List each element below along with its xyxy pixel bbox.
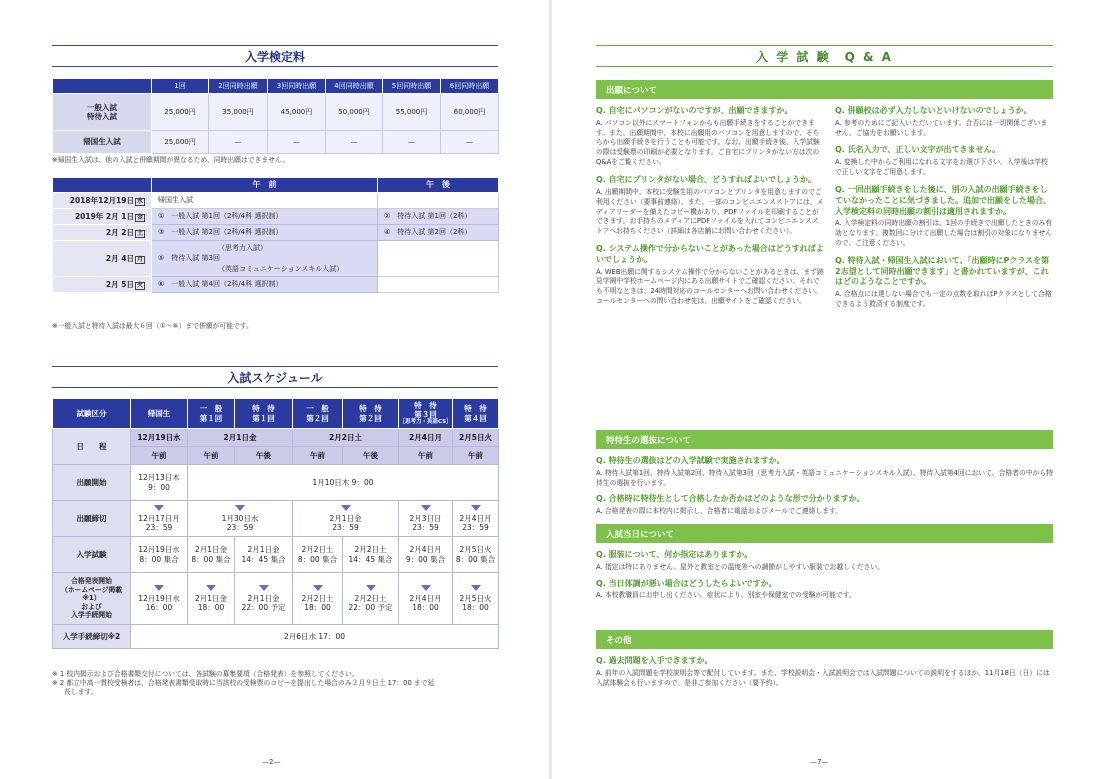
answer: A. 前年の入試問題を学校説明会等で配付しています。また、学校説明会・入試説明会では入試問題についての説明をするほか、11月18日（日）には入試体験会も行いますので、是非ご参加ください（要予約）。	[596, 668, 1050, 687]
question: Q. 自宅にプリンタがない場合、どうすればよいでしょうか。	[596, 175, 816, 185]
section-bar: 特待生の選抜について	[596, 430, 1053, 449]
ent-row-label: 入学手続締切※2	[53, 625, 131, 649]
section-bar: 出願について	[596, 80, 1053, 99]
sched-row	[53, 193, 499, 209]
sched-row	[53, 277, 499, 293]
fee-cell: 45,000円	[268, 94, 326, 131]
down-arrow-icon	[471, 585, 481, 591]
fee-cell: —	[383, 131, 441, 154]
answer: A. 入学検定料の同時出願の割引は、1回の手続きで出願したときのみ有効となります。複数回に分けて出願した場合は割引の対象になりませんので、ご注意ください。	[835, 219, 1053, 248]
fee-cell: 55,000円	[383, 94, 441, 131]
ent-cell: 12月19日水 8：00 集合	[131, 537, 188, 573]
ent-cell: 2月2日土 18：00	[293, 573, 343, 625]
entrance-schedule-title: 入試スケジュール	[52, 366, 498, 388]
ent-cell: 1月10日木 9：00	[188, 465, 499, 501]
exam-day-table	[52, 177, 499, 293]
ent-ampm: 午前	[293, 447, 343, 465]
sched-am: ① 一般入試 第1回（2科/4科 選択制）	[152, 209, 378, 225]
fee-cell: 60,000円	[441, 94, 499, 131]
answer: A. 変換した中からご利用になれる文字をお選び下さい。入学後は学校で正しい文字をご用意します。	[835, 158, 1048, 177]
sched-pm	[378, 241, 499, 277]
ent-cell: 2月2日土 8：00 集合	[293, 537, 343, 573]
sched-date: 2月 2日 土	[53, 225, 152, 241]
answer: A. 合格発表の際に本校内に掲示し、合格者に電話およびメールでご連絡します。	[596, 507, 843, 516]
ent-cell: 2月5日火 8：00 集合	[453, 537, 499, 573]
ent-ampm: 午前	[453, 447, 499, 465]
ent-cell: 2月1日金 22：00 予定	[235, 573, 293, 625]
sched-date: 2月 4日 月	[53, 241, 152, 277]
ent-cell: 2月2日土 22：00 予定	[343, 573, 399, 625]
down-arrow-icon	[341, 505, 351, 511]
ent-col: 一 般 第２回	[293, 399, 343, 429]
sched-am-sub: （英語コミュニケーションスキル入試）	[218, 264, 344, 273]
ent-cell: 12月17日月 23：59	[131, 501, 188, 537]
fee-cell: 50,000円	[326, 94, 383, 131]
ent-row-label: 出願開始	[53, 465, 131, 501]
ent-note: ※ 2 都立中高一貫校受検者は、合格発表書類受取時に当該校の受検票のコピーを提出した場合のみ２月９日土 17：00 まで延	[52, 679, 435, 688]
fee-cell: —	[268, 131, 326, 154]
sched-row	[53, 225, 499, 241]
fee-note: ※帰国生入試は、他の入試と併願期間が異なるため、同時出願はできません。	[52, 156, 289, 164]
answer: A. 合格点には達しない場合でも一定の点数を取ればPクラスとして合格できるよう救済する制度です。	[835, 290, 1052, 309]
question: Q. 過去問題を入手できますか。	[596, 656, 713, 665]
fee-col: 6回同時出願	[441, 79, 499, 94]
ent-col: 一 般 第１回	[188, 399, 235, 429]
down-arrow-icon	[206, 585, 216, 591]
sched-am-header: 午 前	[152, 178, 378, 193]
down-arrow-icon	[235, 505, 245, 511]
ent-date-label: 日 程	[53, 429, 131, 465]
qa-column-right	[835, 106, 1053, 310]
ent-row-label: 入学試験	[53, 537, 131, 573]
ent-cell: 2月2日土 14：45 集合	[343, 537, 399, 573]
question: Q. 一回出願手続きをした後に、別の入試の出願手続きをしていなかったことに気づきました。追加で出願をした場合、入学検定料の同時出願の割引は適用されますか。	[835, 184, 1051, 216]
fee-cell: 35,000円	[209, 94, 268, 131]
sched-am: ⑥ 一般入試 第4回（2科/4科 選択制）	[152, 277, 378, 293]
ent-cell: 12月19日水 16：00	[131, 573, 188, 625]
question: Q. 特待入試・帰国生入試において、「出願時にPクラスを第2志望として同時出願できます」と書かれていますが、これはどのようなことですか。	[835, 255, 1050, 287]
ent-col: 帰国生	[131, 399, 188, 429]
ent-cell: 12月13日木 9：00	[131, 465, 188, 501]
sched-am	[152, 241, 378, 277]
ent-note: 長します。	[64, 688, 98, 697]
fee-col: 5回同時出願	[383, 79, 441, 94]
ent-row-label: 出願締切	[53, 501, 131, 537]
ent-date: 2月4日月	[399, 429, 453, 447]
sched-pm-header: 午 後	[378, 178, 499, 193]
fee-cell: —	[209, 131, 268, 154]
question: Q. 特待生の選抜はどの入学試験で実施されますか。	[596, 456, 785, 465]
ent-col: 特 待 第２回	[343, 399, 399, 429]
sched-note: ※一般入試と特待入試は最大６回（①〜⑥）まで併願が可能です。	[52, 322, 253, 330]
down-arrow-icon	[313, 585, 323, 591]
ent-cell: 2月4日月 9：00 集合	[399, 537, 453, 573]
ent-date: 12月19日水	[131, 429, 188, 447]
ent-col: 試験区分	[53, 399, 131, 429]
answer: A. 特待入試第1回、特待入試第2回、特待入試第3回（思考力入試・英語コミュニケーションスキル入試）、特待入試第4回において、合格者の中から特待生の選抜を行います。	[596, 468, 1053, 487]
fee-cell: 25,000円	[152, 131, 209, 154]
page-number: —2—	[262, 758, 281, 766]
down-arrow-icon	[259, 585, 269, 591]
ent-cell: 2月4日月 23：59	[453, 501, 499, 537]
question: Q. 服装について、何か指定はありますか。	[596, 550, 753, 559]
ent-ampm: 午後	[343, 447, 399, 465]
question: Q. 当日体調が悪い場合はどうしたらよいですか。	[596, 578, 777, 588]
question: Q. 合格時に特待生として合格したか否かはどのような形で分かりますか。	[596, 494, 865, 504]
fee-col: 2回同時出願	[209, 79, 268, 94]
sched-date: 2018年12月19日 水	[53, 193, 152, 209]
fee-col	[53, 79, 152, 94]
ent-ampm: 午前	[188, 447, 235, 465]
ent-cell: 2月1日金 23：59	[293, 501, 399, 537]
section-bar: その他	[596, 630, 1053, 649]
ent-cell: 2月5日火 18：00	[453, 573, 499, 625]
ent-date: 2月2日土	[293, 429, 399, 447]
answer: A. WEB出願に関するシステム操作で分からないことがあるときは、まず跡見学園中学校ホームページ内にある出願サイトでご確認ください。それでも不明なときは、24時間対応のコールセンターへお問い合わせください。コールセンターへの問い合わせ先は、出願サイトをご確認ください。	[596, 267, 824, 306]
section-bar: 入試当日について	[596, 524, 1053, 543]
fee-row	[53, 131, 499, 154]
ent-ampm: 午後	[235, 447, 293, 465]
question: Q. 自宅にパソコンがないのですが、出願できますか。	[596, 106, 793, 115]
down-arrow-icon	[421, 505, 431, 511]
ent-ampm: 午前	[131, 447, 188, 465]
ent-cell: 2月3日日 23：59	[399, 501, 453, 537]
qa-title: 入 学 試 験 Q & A	[596, 45, 1053, 67]
fee-cell: —	[441, 131, 499, 154]
qa-block	[596, 456, 1053, 517]
fee-row-label: 帰国生入試	[53, 131, 152, 154]
answer: A. パソコン以外にスマートフォンからも出願手続きをすることができます。また、出願期間中、本校に出願用のパソコンを用意しますので、そちらから出願手続きを行うことも可能です。なお、出願手続き後、入学試験の際は受験票の印刷が必要となります。ご自宅にプリンタがない方は次のQ&Aをご覧ください。	[596, 118, 820, 167]
sched-row	[53, 241, 499, 277]
down-arrow-icon	[471, 505, 481, 511]
fee-title: 入学検定料	[52, 45, 498, 67]
fee-col: 4回同時出願	[326, 79, 383, 94]
entrance-schedule-table	[52, 398, 499, 649]
sched-row	[53, 209, 499, 225]
ent-cell: 2月1日金 8：00 集合	[188, 537, 235, 573]
down-arrow-icon	[366, 585, 376, 591]
sched-am-sub: （思考力入試）	[218, 243, 267, 252]
answer: A. 本校教職員にお申し出ください。症状により、別室や保健室での受験が可能です。	[596, 591, 856, 600]
sched-am-main: ⑤ 特待入試 第3回	[158, 254, 220, 263]
ent-date: 2月5日火	[453, 429, 499, 447]
down-arrow-icon	[154, 505, 164, 511]
page-fold	[549, 0, 552, 779]
sched-am: 帰国生入試	[152, 193, 378, 209]
ent-cell: 2月1日金 18：00	[188, 573, 235, 625]
fee-table	[52, 78, 499, 154]
ent-notes	[52, 670, 498, 698]
question: Q. 併願校は必ず入力しないといけないのでしょうか。	[835, 106, 1032, 115]
fee-header-row	[53, 79, 499, 94]
ent-col: 特 待 第３回 ［思考力・英語CS］	[399, 399, 453, 429]
down-arrow-icon	[154, 585, 164, 591]
sched-corner	[53, 178, 152, 193]
down-arrow-icon	[421, 585, 431, 591]
fee-cell: 25,000円	[152, 94, 209, 131]
question: Q. システム操作で分からないことがあった場合はどうすればよいでしょうか。	[596, 244, 824, 264]
ent-date: 2月1日金	[188, 429, 293, 447]
sched-date: 2019年 2月 1日 金	[53, 209, 152, 225]
ent-cell: 2月6日水 17：00	[131, 625, 499, 649]
answer: A. 出願期間中、本校に受験生用のパソコンとプリンタを用意しますのでご利用ください（要事前連絡）。また、一部のコンビニエンスストアには、メディアリーダーを備えたコピー機があり、PDFファイルを印刷することができます。お手持ちのメディアにPDFファイルを入れてコンビニエンスストアへお持ちください（詳細は各店舗にお問い合わせください）。	[596, 187, 824, 236]
ent-ampm: 午前	[399, 447, 453, 465]
qa-block	[596, 550, 1053, 601]
fee-col: 1回	[152, 79, 209, 94]
page-number: —7—	[810, 758, 829, 766]
fee-row-label: 一般入試 特待入試	[53, 94, 152, 131]
ent-col: 特 待 第１回	[235, 399, 293, 429]
ent-note: ※ 1 校内掲示および合格書類交付については、各試験の募集要項（合格発表）を参照してください。	[52, 670, 359, 678]
sched-pm	[378, 277, 499, 293]
ent-cell: 1月30日水 23：59	[188, 501, 293, 537]
ent-cell: 2月4日月 18：00	[399, 573, 453, 625]
ent-col: 特 待 第４回	[453, 399, 499, 429]
answer: A. 指定は特にありません。屋外と教室との温度差への調節がしやすい服装でお越しください。	[596, 562, 884, 571]
answer: A. 参考のためにご記入いただいています。合否には一切関係ございません。ご協力をお願いします。	[835, 118, 1048, 137]
sched-pm: ④ 特待入試 第2回（2科）	[378, 225, 499, 241]
ent-row-label: 合格発表開始 （ホームページ掲載※1） および 入学手続開始	[53, 573, 131, 625]
qa-column-left	[596, 106, 824, 307]
fee-row	[53, 94, 499, 131]
fee-col: 3回同時出願	[268, 79, 326, 94]
question: Q. 氏名入力で、正しい文字が出てきません。	[835, 145, 1000, 155]
sched-date: 2月 5日 火	[53, 277, 152, 293]
sched-am: ③ 一般入試 第2回（2科/4科 選択制）	[152, 225, 378, 241]
fee-cell: —	[326, 131, 383, 154]
sched-pm	[378, 193, 499, 209]
ent-cell: 2月1日金 14：45 集合	[235, 537, 293, 573]
sched-pm: ② 特待入試 第1回（2科）	[378, 209, 499, 225]
qa-block	[596, 656, 1053, 688]
